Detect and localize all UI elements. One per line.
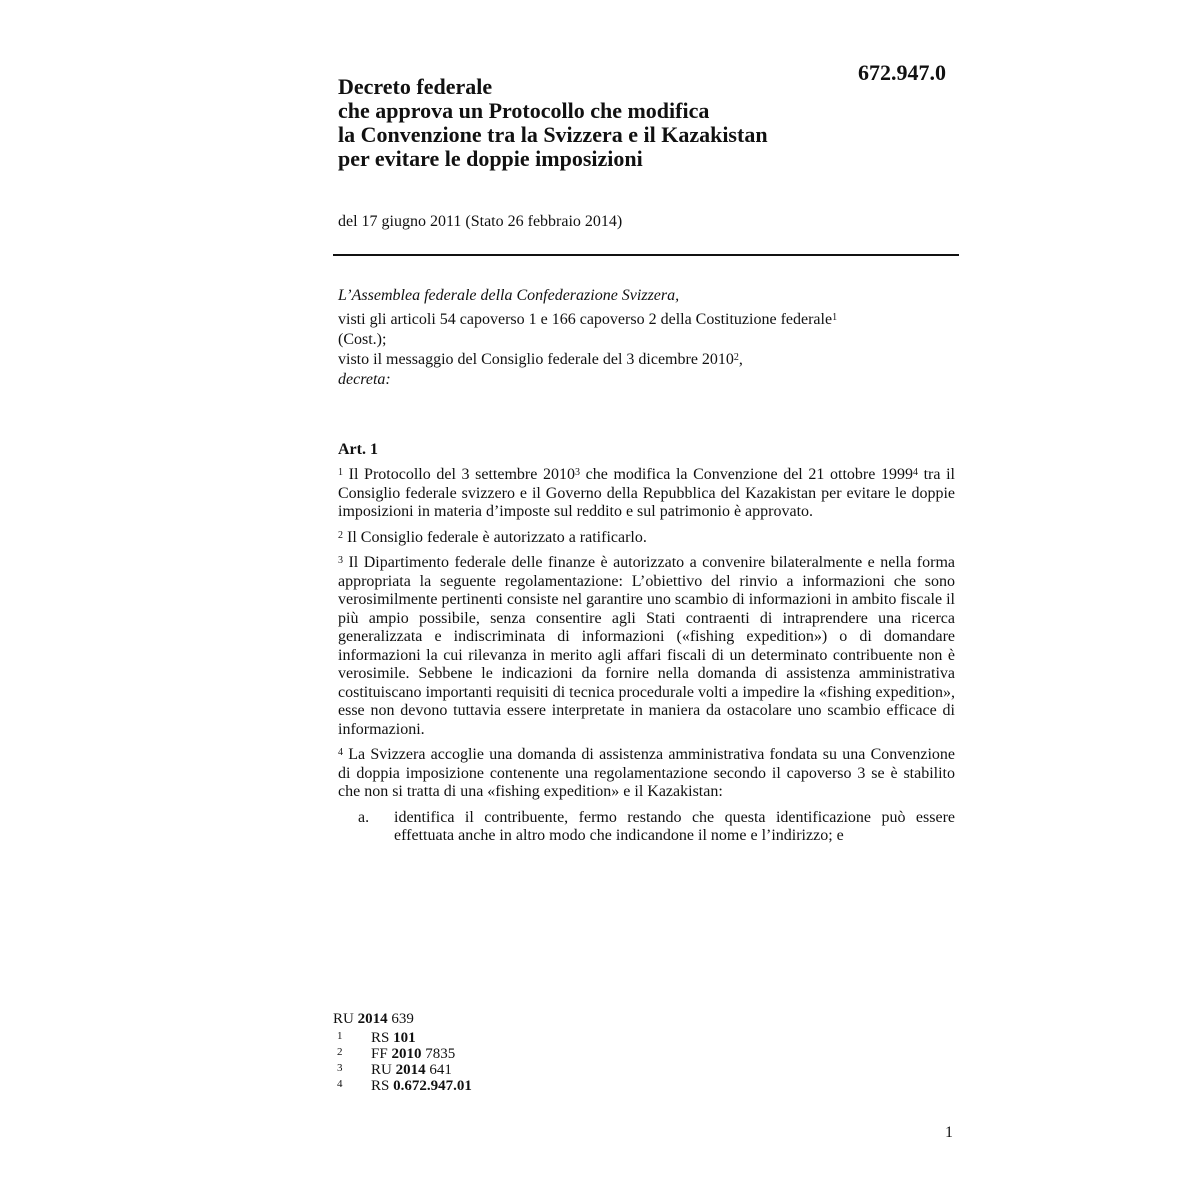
- footnote-bold: 2010: [391, 1046, 422, 1062]
- footnote-number: 2: [337, 1046, 343, 1058]
- paragraph-text: Il Protocollo del 3 settembre 2010: [343, 466, 575, 483]
- preamble-text: visto il messaggio del Consiglio federale del 3 dicembre 2010: [338, 351, 734, 368]
- preamble-intro: L’Assemblea federale della Confederazione Svizzera,: [338, 287, 680, 304]
- footnotes: [337, 1030, 472, 1094]
- paragraph-3: [338, 554, 955, 739]
- paragraph-text: tra il Consiglio federale svizzero e il Governo della Repubblica del Kazakistan per evitare le doppie imposizioni in materia d’imposte sul reddito e sul patrimonio è approvato.: [338, 466, 956, 520]
- footnote-number: 4: [337, 1078, 343, 1090]
- preamble-line: [338, 310, 958, 330]
- footnote: [337, 1078, 472, 1094]
- footnote-prefix: RU: [371, 1062, 392, 1078]
- footnote-suffix: 641: [429, 1062, 452, 1078]
- footnote-ref[interactable]: 2: [733, 352, 739, 363]
- footnote-ref[interactable]: 1: [832, 312, 838, 323]
- horizontal-rule: [333, 254, 959, 256]
- title-line: Decreto federale: [338, 74, 493, 99]
- ru-prefix: RU: [333, 1011, 354, 1027]
- page-number: 1: [945, 1124, 953, 1141]
- footnote-ref[interactable]: 3: [574, 467, 580, 478]
- preamble-punct: ,: [738, 351, 743, 368]
- document-title: [338, 75, 858, 171]
- paragraph-text: Il Dipartimento federale delle finanze è autorizzato a convenire bilateralmente e nella forma appropriata la seguente regolamentazione: L’obiettivo del rinvio a informazioni che sono verosimilmente pertinenti consiste nel garantire uno scambio di informazioni in ambito fiscale il più ampio possibile, senza consentire agli Stati contraenti di intraprendere una ricerca generalizzata e indiscriminata di informazioni («fishing expedition») o di domandare informazioni la cui rilevanza in merito agli affari fiscali di un determinato contribuente non è verosimile. Sebbene le indicazioni da fornire nella domanda di assistenza amministrativa costituiscano importanti requisiti di tecnica procedurale volti a impedire la «fishing expedition», esse non devono tuttavia essere interpretate in maniera da ostacolare uno scambio efficace di informazioni.: [338, 554, 955, 738]
- date-line: del 17 giugno 2011 (Stato 26 febbraio 2014): [338, 213, 623, 230]
- preamble-line: [338, 350, 958, 370]
- title-line: che approva un Protocollo che modifica: [338, 98, 710, 123]
- footnote-bold: 0.672.947.01: [393, 1078, 472, 1094]
- paragraph-1: [338, 466, 955, 522]
- list-text: identifica il contribuente, fermo restando che questa identificazione può essere effettuata anche in altro modo che indicandone il nome e l’indirizzo; e: [394, 808, 955, 844]
- article-body: [338, 466, 955, 846]
- paragraph-number: 3: [338, 555, 343, 566]
- ru-page: 639: [391, 1011, 414, 1027]
- paragraph-text: che modifica la Convenzione del 21 ottobre 1999: [579, 466, 913, 483]
- footnote-number: 3: [337, 1062, 343, 1074]
- list-item: [338, 809, 955, 846]
- paragraph-text: Il Consiglio federale è autorizzato a ratificarlo.: [343, 528, 647, 546]
- footnote-prefix: RS: [371, 1030, 390, 1046]
- preamble: [338, 286, 958, 390]
- footnote-bold: 101: [393, 1030, 416, 1046]
- sr-number: 672.947.0: [858, 60, 946, 85]
- paragraph-number: 2: [338, 529, 343, 541]
- footnote-number: 1: [337, 1030, 343, 1042]
- paragraph-text: La Svizzera accoglie una domanda di assistenza amministrativa fondata su una Convenzione di doppia imposizione contenente una regolamentazione secondo il capoverso 3 se è stabilito che non si tratta di una «fishing expedition» e il Kazakistan:: [338, 746, 955, 800]
- article-heading: Art. 1: [338, 441, 378, 458]
- preamble-decreta: decreta:: [338, 371, 391, 388]
- footnote-suffix: 7835: [425, 1046, 456, 1062]
- publication-reference: [333, 1011, 414, 1028]
- footnote-ref[interactable]: 4: [912, 467, 918, 478]
- ru-year: 2014: [357, 1011, 388, 1027]
- footnote-bold: 2014: [395, 1062, 426, 1078]
- paragraph-2: [338, 529, 955, 548]
- paragraph-4: [338, 746, 955, 802]
- paragraph-number: 1: [338, 467, 343, 478]
- title-line: per evitare le doppie imposizioni: [338, 146, 643, 171]
- title-line: la Convenzione tra la Svizzera e il Kazakistan: [338, 122, 768, 147]
- preamble-line: (Cost.);: [338, 331, 387, 348]
- paragraph-number: 4: [338, 747, 343, 758]
- footnote-prefix: RS: [371, 1078, 390, 1094]
- list-marker: a.: [358, 808, 370, 826]
- preamble-text: visti gli articoli 54 capoverso 1 e 166 capoverso 2 della Costituzione federale: [338, 311, 833, 328]
- footnote-prefix: FF: [371, 1046, 388, 1062]
